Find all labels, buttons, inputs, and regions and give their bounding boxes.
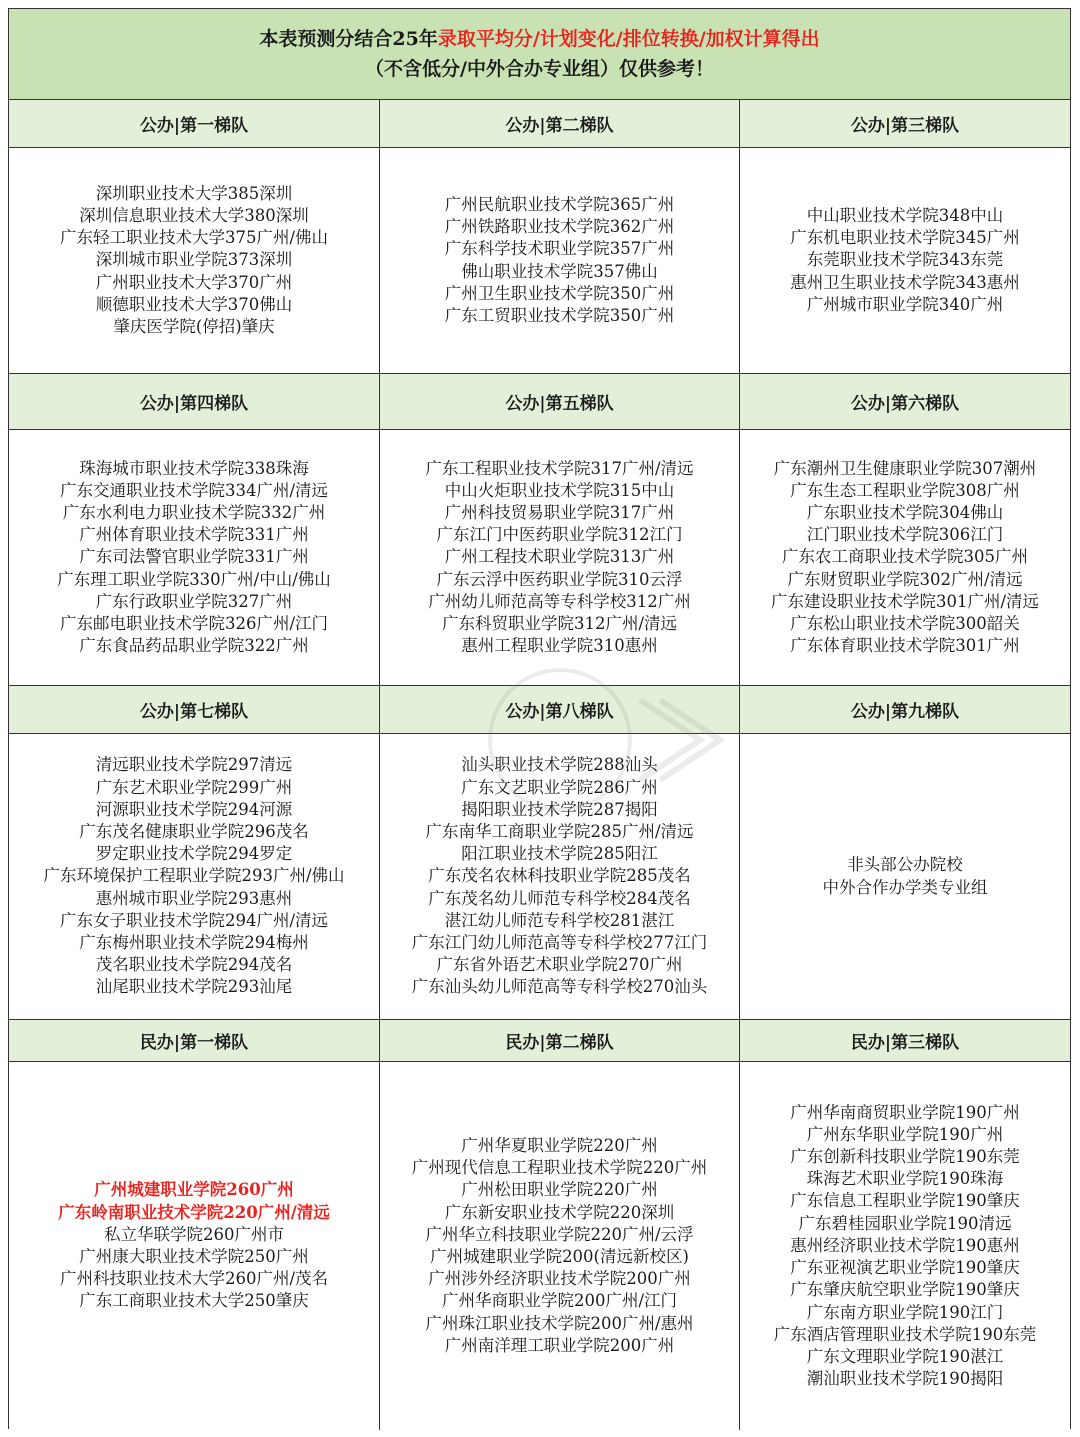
school-entry: 广东食品药品职业学院322广州 — [79, 636, 309, 656]
school-entry: 广东文理职业学院190湛江 — [806, 1346, 1004, 1366]
school-entry: 惠州经济职业技术学院190惠州 — [790, 1235, 1020, 1255]
school-entry: 广州卫生职业技术学院350广州 — [444, 283, 675, 303]
school-entry: 汕头职业技术学院288汕头 — [461, 755, 658, 775]
school-entry: 广州工程技术职业学院313广州 — [444, 547, 675, 567]
school-entry: 广州幼儿师范高等专科学校312广州 — [428, 591, 691, 611]
school-entry: 广州华商职业学院200广州/江门 — [441, 1291, 678, 1311]
school-entry: 广东司法警官职业学院331广州 — [79, 547, 309, 567]
school-entry: 广州现代信息工程职业技术学院220广州 — [411, 1158, 708, 1178]
school-entry: 广东茂名农林科技职业学院285茂名 — [428, 866, 691, 886]
banner-line-2: （不含低分/中外合办专业组）仅供参考！ — [365, 58, 714, 80]
tier-header: 公办|第九梯队 — [740, 686, 1070, 734]
banner-highlight: 录取平均分/计划变化/排位转换/加权计算得出 — [437, 28, 820, 50]
tier-header: 公办|第六梯队 — [740, 374, 1070, 430]
school-entry: 广东艺术职业学院299广州 — [95, 777, 293, 797]
school-entry: 惠州工程职业学院310惠州 — [461, 636, 658, 656]
school-entry: 广东理工职业学院330广州/中山/佛山 — [57, 569, 331, 589]
tier-header: 公办|第七梯队 — [9, 686, 380, 734]
school-entry: 罗定职业技术学院294罗定 — [95, 844, 293, 864]
school-entry: 惠州城市职业学院293惠州 — [95, 888, 293, 908]
school-entry: 东莞职业技术学院343东莞 — [806, 250, 1004, 270]
school-entry: 广东江门中医药职业学院312江门 — [436, 525, 683, 545]
tier-header: 公办|第一梯队 — [9, 100, 380, 148]
tier-school-list — [380, 430, 740, 686]
school-entry: 广东信息工程职业学院190肇庆 — [790, 1191, 1020, 1211]
school-entry: 湛江幼儿师范专科学校281湛江 — [444, 910, 675, 930]
school-entry: 广州康大职业技术学院250广州 — [79, 1247, 309, 1266]
school-entry: 顺德职业技术大学370佛山 — [95, 294, 293, 314]
school-entry: 汕尾职业技术学院293汕尾 — [95, 977, 293, 997]
school-entry: 潮汕职业技术学院190揭阳 — [806, 1369, 1004, 1389]
school-entry: 广东创新科技职业学院190东莞 — [790, 1147, 1020, 1167]
school-entry: 广东茂名幼儿师范专科学校284茂名 — [428, 888, 691, 908]
school-entry: 广东肇庆航空职业学院190肇庆 — [790, 1280, 1020, 1300]
school-entry: 广东汕头幼儿师范高等专科学校270汕头 — [411, 977, 708, 997]
school-entry: 广东环境保护工程职业学院293广州/佛山 — [43, 866, 345, 886]
tier-school-list — [9, 1062, 380, 1430]
school-entry: 广州职业技术大学370广州 — [95, 272, 293, 292]
school-entry: 广东职业技术学院304佛山 — [806, 502, 1004, 522]
tier-header: 公办|第八梯队 — [380, 686, 740, 734]
school-entry: 广东茂名健康职业学院296茂名 — [79, 821, 309, 841]
tier-header: 民办|第三梯队 — [740, 1020, 1070, 1062]
school-entry: 广东水利电力职业技术学院332广州 — [62, 502, 326, 522]
school-entry: 深圳职业技术大学385深圳 — [95, 183, 293, 203]
school-entry: 广州体育职业技术学院331广州 — [79, 525, 309, 545]
highlighted-school: 广州城建职业学院260广州 — [94, 1180, 294, 1200]
school-entry: 广东体育职业技术学院301广州 — [790, 636, 1020, 656]
school-entry: 广东南方职业学院190江门 — [806, 1302, 1004, 1322]
school-entry: 中山火炬职业技术学院315中山 — [444, 480, 675, 500]
school-entry: 广东文艺职业学院286广州 — [461, 777, 658, 797]
school-entry: 广东工商职业技术大学250肇庆 — [79, 1291, 309, 1311]
school-entry: 广东酒店管理职业技术学院190东莞 — [773, 1324, 1037, 1344]
school-entry: 广东行政职业学院327广州 — [95, 591, 293, 611]
school-entry: 河源职业技术学院294河源 — [95, 799, 293, 819]
school-entry: 广东建设职业技术学院301广州/清远 — [770, 591, 1040, 611]
tier-header: 公办|第二梯队 — [380, 100, 740, 148]
school-entry: 广州科技职业技术大学260广州/茂名 — [59, 1269, 329, 1289]
school-entry: 广东轻工职业技术大学375广州/佛山 — [59, 228, 329, 248]
tier-school-list — [9, 148, 380, 374]
school-entry: 广州华立科技职业学院220广州/云浮 — [425, 1224, 694, 1244]
school-entry: 中外合作办学类专业组 — [822, 877, 988, 897]
school-entry: 广东松山职业技术学院300韶关 — [790, 614, 1020, 633]
tier-header: 公办|第四梯队 — [9, 374, 380, 430]
school-entry: 广州东华职业学院190广州 — [806, 1124, 1004, 1144]
school-entry: 广州涉外经济职业技术学院200广州 — [428, 1269, 691, 1289]
school-entry: 广东亚视演艺职业学院190肇庆 — [790, 1258, 1020, 1278]
tier-header: 公办|第三梯队 — [740, 100, 1070, 148]
school-entry: 广东科学技术职业学院357广州 — [444, 239, 675, 259]
tier-school-list — [9, 430, 380, 686]
school-entry: 清远职业技术学院297清远 — [95, 755, 293, 775]
school-entry: 江门职业技术学院306江门 — [806, 525, 1004, 545]
school-entry: 广州科技贸易职业学院317广州 — [444, 502, 675, 522]
school-entry: 广州华夏职业学院220广州 — [461, 1135, 658, 1155]
school-entry: 广州松田职业学院220广州 — [461, 1180, 658, 1200]
school-entry: 广州南洋理工职业学院200广州 — [444, 1335, 675, 1355]
school-entry: 广东云浮中医药职业学院310云浮 — [436, 569, 683, 589]
school-entry: 阳江职业技术学院285阳江 — [461, 844, 658, 864]
school-entry: 广东财贸职业学院302广州/清远 — [787, 569, 1023, 589]
tier-header: 公办|第五梯队 — [380, 374, 740, 430]
school-entry: 广州民航职业技术学院365广州 — [444, 194, 675, 214]
tier-school-list — [380, 734, 740, 1020]
highlighted-school: 广东岭南职业技术学院220广州/清远 — [58, 1202, 330, 1222]
school-entry: 非头部公办院校 — [847, 855, 963, 875]
school-entry: 广东江门幼儿师范高等专科学校277江门 — [411, 933, 708, 952]
school-entry: 广东女子职业技术学院294广州/清远 — [59, 910, 329, 930]
tier-school-list — [740, 1062, 1070, 1430]
school-entry: 茂名职业技术学院294茂名 — [95, 955, 293, 975]
school-entry: 广东潮州卫生健康职业学院307潮州 — [773, 458, 1037, 478]
school-entry: 广东工程职业技术学院317广州/清远 — [425, 458, 694, 478]
school-entry: 广州铁路职业技术学院362广州 — [444, 217, 675, 237]
tier-school-list — [740, 430, 1070, 686]
tier-school-list — [380, 1062, 740, 1430]
school-entry: 广东机电职业技术学院345广州 — [790, 228, 1020, 248]
school-entry: 广东新安职业技术学院220深圳 — [444, 1202, 675, 1222]
school-entry: 深圳信息职业技术大学380深圳 — [79, 205, 309, 225]
school-entry: 广东工贸职业技术学院350广州 — [444, 305, 675, 325]
banner-prefix: 本表预测分结合25年 — [259, 28, 438, 50]
tier-school-list — [380, 148, 740, 374]
tier-school-list — [9, 734, 380, 1020]
school-entry: 广东生态工程职业学院308广州 — [790, 480, 1020, 500]
school-entry: 广州华南商贸职业学院190广州 — [790, 1102, 1020, 1122]
school-entry: 广东省外语艺术职业学院270广州 — [436, 955, 683, 975]
school-entry: 中山职业技术学院348中山 — [806, 205, 1004, 225]
school-entry: 广东邮电职业技术学院326广州/江门 — [59, 614, 329, 633]
tier-header: 民办|第一梯队 — [9, 1020, 380, 1062]
school-entry: 广东科贸职业学院312广州/清远 — [441, 614, 678, 633]
school-entry: 广东农工商职业技术学院305广州 — [782, 547, 1028, 567]
school-entry: 广州城市职业学院340广州 — [806, 294, 1004, 314]
banner-line-1 — [9, 24, 1070, 54]
school-entry: 珠海艺术职业学院190珠海 — [806, 1169, 1004, 1189]
tier-school-list — [740, 734, 1070, 1020]
school-entry: 广州珠江职业技术学院200广州/惠州 — [425, 1313, 694, 1333]
school-entry: 广东交通职业技术学院334广州/清远 — [59, 480, 329, 500]
tier-school-list — [740, 148, 1070, 374]
tier-table — [8, 8, 1071, 1429]
school-entry: 广东梅州职业技术学院294梅州 — [79, 933, 309, 952]
school-entry: 揭阳职业技术学院287揭阳 — [461, 799, 658, 819]
school-entry: 广州城建职业学院200(清远新校区) — [430, 1247, 689, 1266]
school-entry: 私立华联学院260广州市 — [104, 1224, 284, 1244]
school-entry: 肇庆医学院(停招)肇庆 — [113, 317, 275, 336]
school-entry: 广东南华工商职业学院285广州/清远 — [425, 821, 694, 841]
school-entry: 佛山职业技术学院357佛山 — [461, 261, 658, 281]
school-entry: 广东碧桂园职业学院190清远 — [798, 1213, 1012, 1233]
tier-header: 民办|第二梯队 — [380, 1020, 740, 1062]
school-entry: 深圳城市职业学院373深圳 — [95, 250, 293, 270]
school-entry: 珠海城市职业技术学院338珠海 — [79, 458, 309, 478]
school-entry: 惠州卫生职业技术学院343惠州 — [790, 272, 1020, 292]
header-banner — [9, 9, 1070, 100]
